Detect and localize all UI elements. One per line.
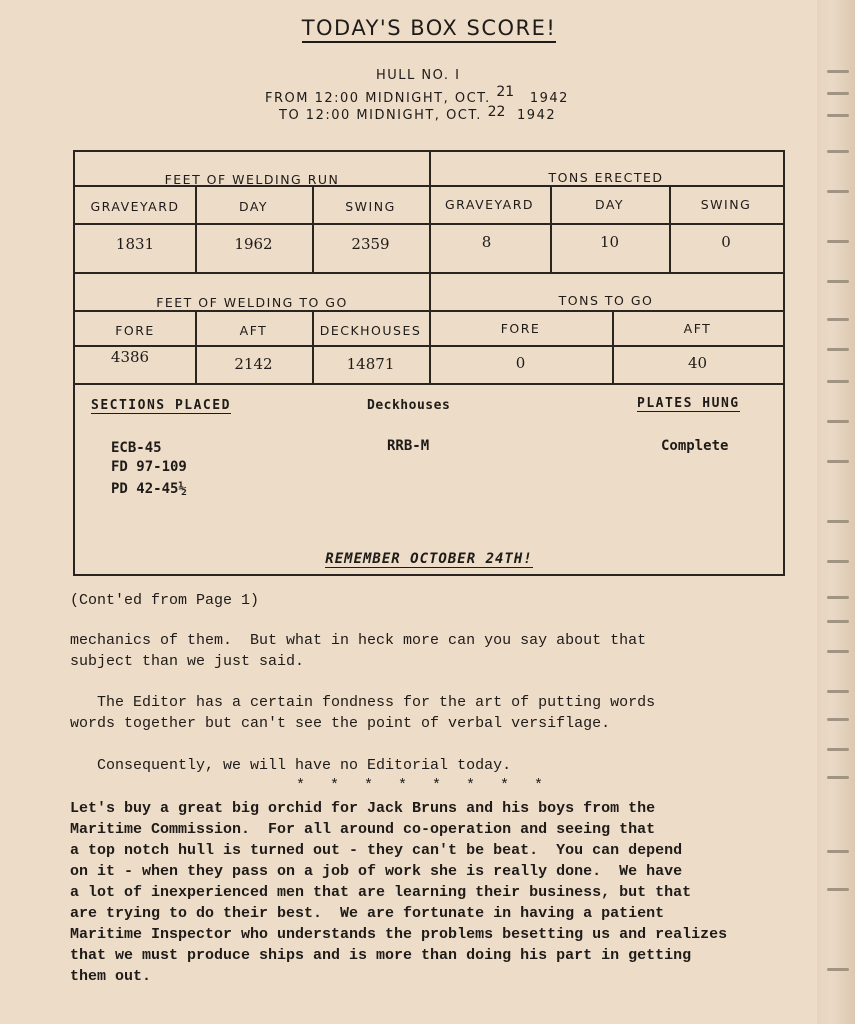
tons-erected-col: SWING <box>700 197 752 212</box>
plates-hung-label: PLATES HUNG <box>637 396 740 411</box>
from-date <box>265 84 569 106</box>
page-title: TODAY'S BOX SCORE! <box>0 16 855 40</box>
from-prefix: FROM 12:00 MIDNIGHT, OCT. <box>265 91 491 106</box>
welding-run-value: 1962 <box>234 235 273 253</box>
section-item: PD 42-45½ <box>111 481 187 497</box>
paragraph-line: Let's buy a great big orchid for Jack Bruns and his boys from the <box>70 800 656 817</box>
to-prefix: TO 12:00 MIDNIGHT, OCT. <box>279 108 482 123</box>
tons-erected-label: TONS ERECTED <box>548 170 664 185</box>
welding-to-go-col: FORE <box>115 323 155 338</box>
to-day: 22 <box>487 104 506 120</box>
welding-run-col: GRAVEYARD <box>90 199 180 214</box>
paragraph-2 <box>70 692 655 734</box>
continued-note: (Cont'ed from Page 1) <box>70 592 260 609</box>
tons-erected-col: GRAVEYARD <box>444 197 535 212</box>
sections-placed-label: SECTIONS PLACED <box>91 398 231 413</box>
tons-to-go-value: 40 <box>687 354 708 372</box>
welding-to-go-label: FEET OF WELDING TO GO <box>156 295 348 310</box>
welding-to-go-col: DECKHOUSES <box>319 323 422 338</box>
from-day: 21 <box>496 84 515 100</box>
deckhouses-value: RRB-M <box>387 438 430 454</box>
paragraph-line: words together but can't see the point of verbal versiflage. <box>70 715 611 732</box>
paragraph-line: Maritime Inspector who understands the problems besetting us and realizes <box>70 926 728 943</box>
to-year: 1942 <box>517 108 557 123</box>
paragraph-line: a top notch hull is turned out - they can't be beat. You can depend <box>70 842 683 859</box>
welding-run-col: SWING <box>345 199 396 214</box>
remember-slogan: REMEMBER OCTOBER 24TH! <box>325 551 533 567</box>
deckhouses-label: Deckhouses <box>367 398 451 413</box>
welding-run-value: 2359 <box>351 235 390 253</box>
paragraph-line: that we must produce ships and is more than doing his part in getting <box>70 947 692 964</box>
paragraph-3: Consequently, we will have no Editorial today. <box>70 757 512 774</box>
tons-erected-value: 8 <box>481 233 492 251</box>
hull-number: HULL NO. I <box>376 68 461 83</box>
page-edge <box>817 0 855 1024</box>
welding-run-value: 1831 <box>115 235 155 253</box>
paragraph-1 <box>70 630 646 672</box>
paragraph-line: Maritime Commission. For all around co-operation and seeing that <box>70 821 656 838</box>
box-score-table <box>73 150 785 576</box>
tons-to-go-col: AFT <box>683 321 712 336</box>
tons-erected-value: 10 <box>599 233 620 251</box>
section-item: ECB-45 <box>111 440 162 456</box>
welding-run-col: DAY <box>238 199 269 214</box>
paragraph-line: on it - when they pass on a job of work she is really done. We have <box>70 863 683 880</box>
plates-hung-value: Complete <box>661 438 729 454</box>
paragraph-4 <box>70 798 727 987</box>
paragraph-line: mechanics of them. But what in heck more can you say about that <box>70 632 647 649</box>
section-item: FD 97-109 <box>111 459 187 475</box>
paragraph-line: The Editor has a certain fondness for the art of putting words <box>70 694 656 711</box>
tons-erected-value: 0 <box>721 233 731 251</box>
tons-erected-col: DAY <box>594 197 625 212</box>
paragraph-line: are trying to do their best. We are fortunate in having a patient <box>70 905 665 922</box>
welding-to-go-value: 2142 <box>234 355 273 373</box>
star-divider: * * * * * * * * <box>296 777 552 794</box>
welding-run-label: FEET OF WELDING RUN <box>164 172 340 187</box>
tons-to-go-col: FORE <box>500 321 541 336</box>
paragraph-line: a lot of inexperienced men that are learning their business, but that <box>70 884 692 901</box>
paragraph-line: them out. <box>70 968 152 985</box>
from-year: 1942 <box>529 91 569 106</box>
tons-to-go-label: TONS TO GO <box>558 293 654 308</box>
to-date <box>279 104 557 123</box>
welding-to-go-value: 4386 <box>110 348 150 366</box>
tons-to-go-value: 0 <box>515 354 526 372</box>
welding-to-go-col: AFT <box>239 323 268 338</box>
paragraph-line: subject than we just said. <box>70 653 305 670</box>
welding-to-go-value: 14871 <box>346 355 395 373</box>
